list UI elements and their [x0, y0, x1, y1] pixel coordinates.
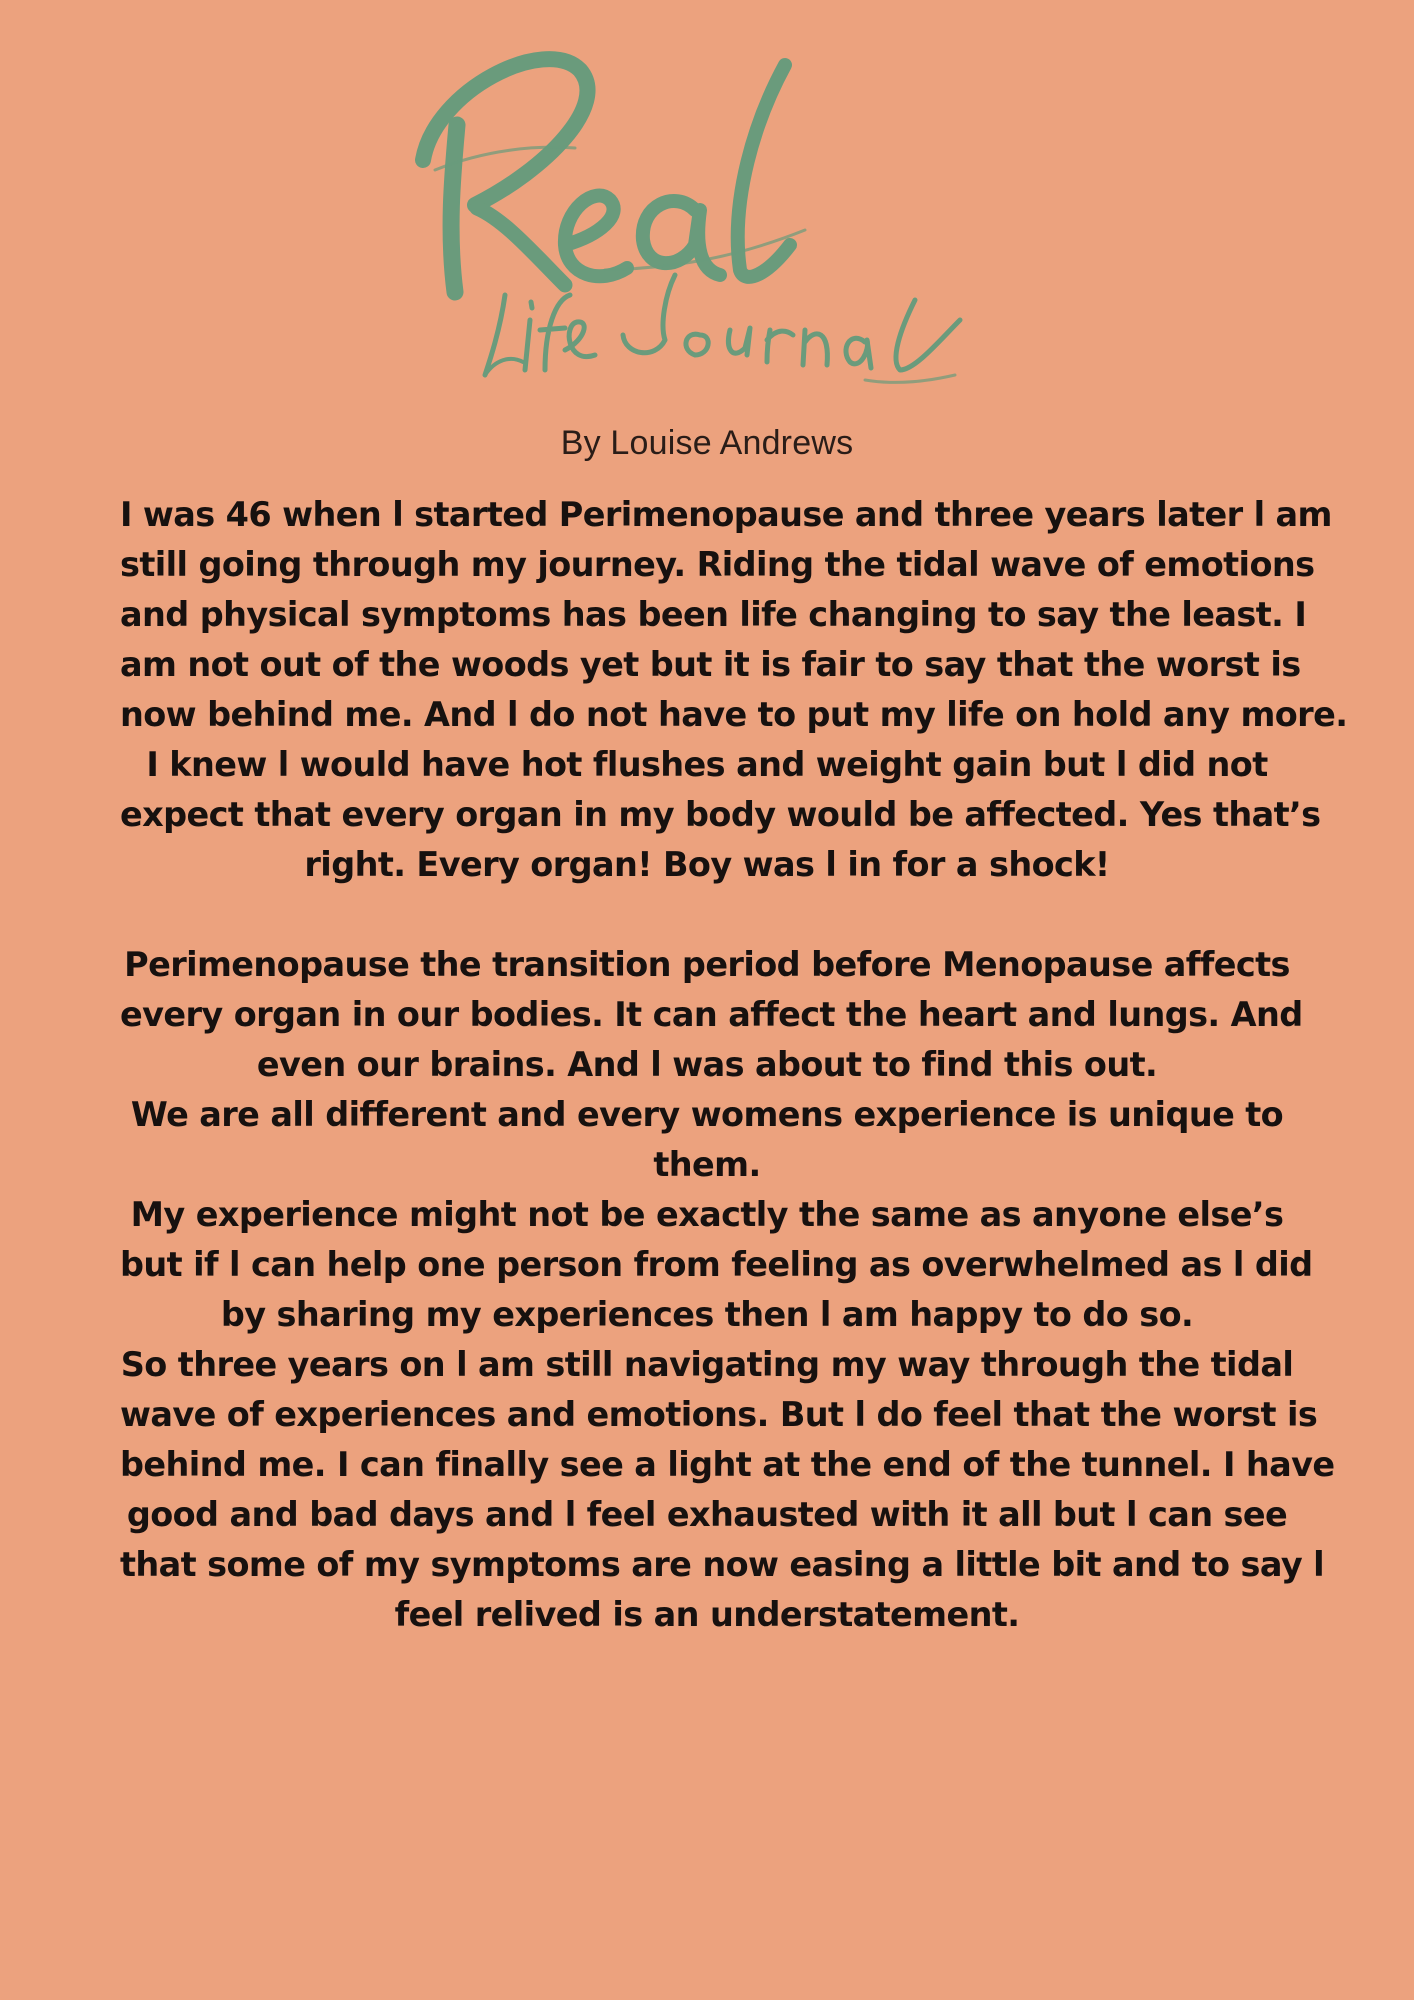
text-line: even our brains. And l was about to find this out.: [256, 1045, 1158, 1084]
text-line: am not out of the woods yet but it is fair to say that the worst is: [120, 645, 1301, 684]
text-line: We are all different and every womens experience is unique to: [130, 1095, 1284, 1134]
paragraph-2: [120, 940, 1335, 1640]
text-line: now behind me. And l do not have to put my life on hold any more.: [120, 695, 1348, 734]
text-line: right. Every organ! Boy was l in for a shock!: [304, 845, 1110, 884]
paragraph-spacer: [120, 890, 1294, 940]
text-line: wave of experiences and emotions. But l do feel that the worst is: [120, 1395, 1318, 1434]
text-line: and physical symptoms has been life changing to say the least. I: [120, 595, 1307, 634]
real-life-journal-logo: [395, 30, 995, 400]
text-line: good and bad days and l feel exhausted with it all but l can see: [126, 1495, 1288, 1534]
text-line: Perimenopause the transition period before Menopause affects: [124, 945, 1290, 984]
text-line: I knew l would have hot flushes and weight gain but l did not: [146, 745, 1268, 784]
logo-lettering: [395, 30, 995, 400]
text-line: feel relived is an understatement.: [394, 1595, 1020, 1634]
text-line: expect that every organ in my body would be affected. Yes that’s: [120, 795, 1321, 834]
text-line: by sharing my experiences then l am happy to do so.: [220, 1295, 1194, 1334]
text-line: So three years on l am still navigating my way through the tidal: [120, 1345, 1294, 1384]
text-line: I was 46 when l started Perimenopause and three years later l am: [120, 495, 1332, 534]
text-line: but if l can help one person from feeling as overwhelmed as l did: [120, 1245, 1313, 1284]
journal-body: [120, 490, 1348, 1640]
text-line: behind me. I can finally see a light at the end of the tunnel. I have: [120, 1445, 1335, 1484]
paragraph-1: [120, 490, 1348, 890]
text-line: them.: [653, 1145, 761, 1184]
author-byline: By Louise Andrews: [560, 424, 854, 462]
text-line: still going through my journey. Riding the tidal wave of emotions: [120, 545, 1315, 584]
text-line: every organ in our bodies. It can affect the heart and lungs. And: [120, 995, 1303, 1034]
text-line: that some of my symptoms are now easing a little bit and to say l: [120, 1545, 1325, 1584]
text-line: My experience might not be exactly the same as anyone else’s: [130, 1195, 1284, 1234]
